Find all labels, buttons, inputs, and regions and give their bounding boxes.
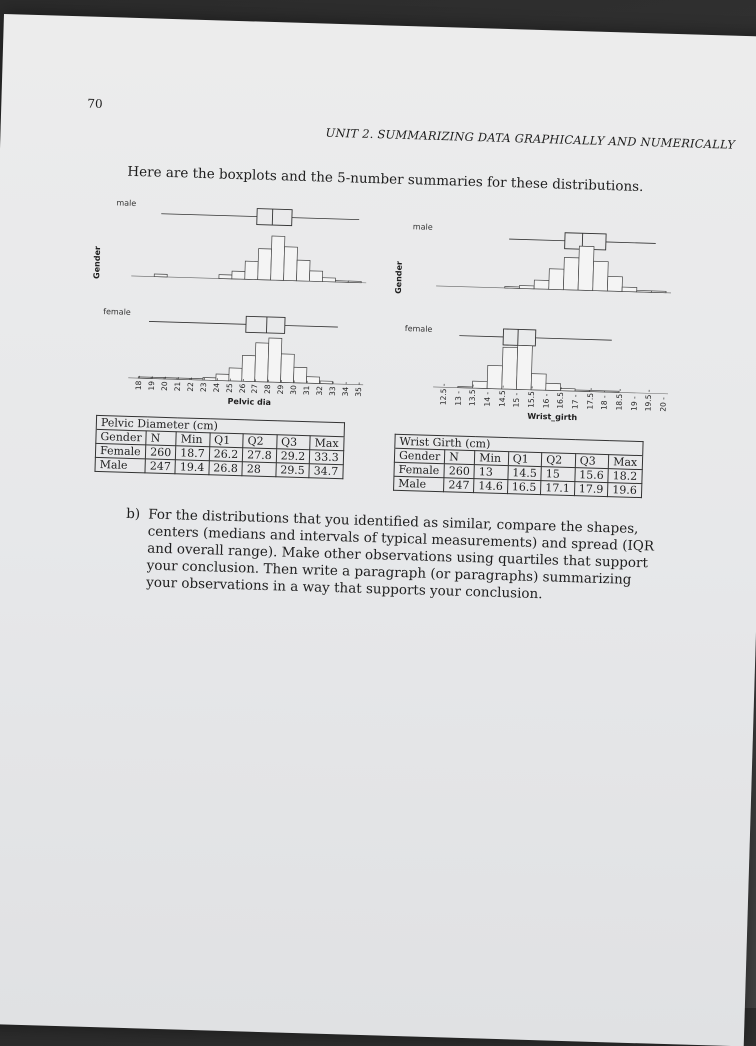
intro-text: Here are the boxplots and the 5-number summaries for these distributions.: [127, 164, 643, 195]
table-cell: 28: [242, 462, 276, 477]
tick-label: 23 -: [199, 377, 208, 392]
tick-label: 20 -: [160, 376, 169, 391]
table-header: N: [445, 450, 475, 465]
tick-label: 15.5 -: [527, 386, 537, 408]
table-cell: 27.8: [243, 448, 277, 463]
tick-label: 19.5 -: [644, 389, 654, 411]
table-header: N: [146, 431, 176, 446]
wrist-x-ticks: [4, 14, 756, 37]
pelvic-summary-table: [94, 415, 344, 479]
left-x-axis-title: Pelvic dia: [227, 397, 271, 407]
male-whisker-high: [606, 242, 656, 243]
tick-label: 13.5 -: [468, 384, 478, 406]
wrist-table-title: Wrist Girth (cm): [395, 434, 643, 455]
table-cell: 13: [474, 465, 508, 480]
left-male-label: male: [116, 198, 136, 208]
tick-label: 12.5 -: [439, 383, 449, 405]
table-header: Min: [475, 451, 509, 466]
female-hist-bar: [268, 338, 282, 382]
female-box: [503, 329, 536, 346]
wrist-plot-area: [433, 217, 678, 404]
tick-label: 16 -: [541, 393, 550, 408]
left-y-axis-title: Gender: [92, 246, 102, 279]
tick-label: 21 -: [173, 377, 182, 392]
table-cell: 33.3: [309, 450, 343, 465]
female-whisker-high: [285, 325, 338, 327]
male-hist-bar: [637, 290, 652, 292]
table-cell: 14.6: [474, 479, 508, 494]
tick-label: 24 -: [212, 378, 221, 393]
tick-label: 16.5 -: [556, 387, 566, 409]
table-header: Q1: [508, 452, 542, 467]
tick-label: 35 -: [354, 382, 363, 397]
female-box: [246, 316, 285, 333]
table-header: Q3: [276, 435, 310, 450]
tick-label: 19 -: [629, 396, 638, 411]
tick-label: 18 -: [134, 375, 143, 390]
male-hist-bar: [219, 275, 232, 279]
female-whisker-low: [459, 336, 503, 337]
table-cell: 18.7: [176, 446, 210, 461]
tick-label: 17 -: [571, 394, 580, 409]
female-hist-bar: [281, 354, 295, 383]
tick-label: 28 -: [263, 379, 272, 394]
male-box: [257, 209, 292, 226]
table-cell: 260: [146, 445, 176, 460]
female-whisker-high: [536, 338, 612, 340]
male-whisker-low: [161, 214, 257, 217]
table-cell: 34.7: [309, 464, 343, 479]
table-cell: 26.2: [209, 447, 243, 462]
table-cell: 14.5: [508, 466, 542, 481]
female-hist-bar: [255, 343, 269, 382]
tick-label: 14.5 -: [497, 385, 507, 407]
tick-label: 19 -: [147, 376, 156, 391]
tick-label: 18 -: [600, 395, 609, 410]
table-header: Q1: [209, 433, 243, 448]
tick-label: 26 -: [237, 378, 246, 393]
worksheet-page: [0, 14, 756, 1046]
table-header: Min: [176, 432, 210, 447]
left-female-label: female: [103, 307, 131, 317]
female-hist-bar: [516, 345, 532, 389]
tick-label: 29 -: [276, 380, 285, 395]
male-hist-bar: [549, 269, 564, 290]
male-hist-bar: [651, 291, 666, 293]
table-cell: 16.5: [507, 480, 541, 495]
male-hist-bar: [519, 285, 534, 288]
male-whisker-high: [292, 218, 359, 220]
pelvic-plot-area: [128, 196, 384, 393]
table-cell: 18.2: [608, 469, 642, 484]
pelvic-x-ticks: [4, 14, 756, 37]
table-cell: 19.4: [175, 460, 209, 475]
table-header: Q3: [575, 454, 609, 469]
question-label: b): [126, 506, 140, 523]
tick-label: 32 -: [315, 381, 324, 396]
table-header: Q2: [243, 434, 277, 449]
male-hist-bar: [258, 249, 272, 280]
male-hist-bar: [232, 271, 245, 279]
right-x-axis-title: Wrist_girth: [527, 412, 577, 422]
pelvic-chart: [4, 14, 756, 37]
male-hist-bar: [154, 274, 167, 277]
table-cell: 29.2: [276, 449, 310, 464]
tick-label: 31 -: [302, 380, 311, 395]
table-cell: Female: [394, 462, 445, 477]
male-hist-bar: [335, 281, 348, 283]
table-cell: Male: [95, 457, 146, 472]
male-hist-bar: [563, 257, 579, 290]
table-cell: 260: [444, 464, 474, 479]
table-cell: 26.8: [209, 461, 243, 476]
table-cell: 15.6: [575, 468, 609, 483]
pelvic-table-title: Pelvic Diameter (cm): [96, 415, 344, 436]
table-cell: Male: [394, 476, 445, 491]
tick-label: 27 -: [250, 379, 259, 394]
tick-label: 13 -: [453, 391, 462, 406]
tick-label: 33 -: [328, 381, 337, 396]
tick-label: 22 -: [186, 377, 195, 392]
male-hist-bar: [505, 287, 520, 289]
question-b: [124, 506, 666, 607]
table-cell: 247: [444, 478, 474, 493]
table-cell: 19.6: [608, 483, 642, 498]
tick-label: 17.5 -: [585, 388, 595, 410]
tick-label: 25 -: [224, 378, 233, 393]
male-hist-bar: [348, 281, 361, 283]
male-whisker-low: [509, 239, 565, 241]
male-hist-bar: [297, 260, 311, 281]
table-header: Gender: [394, 448, 445, 463]
male-hist-bar: [578, 246, 594, 290]
right-y-axis-title: Gender: [394, 261, 404, 294]
male-hist-bar: [284, 247, 298, 281]
right-male-label: male: [413, 222, 433, 232]
table-header: Max: [608, 455, 642, 470]
question-text: For the distributions that you identified as similar, compare the shapes, centers (medians and intervals of typical measurements) and spread (IQR and overall range). Make other observations using quartiles that support your conclusion. Then write a paragraph (or paragraphs) summarizing your observations in a way that supports your conclusion.: [146, 507, 666, 607]
tick-label: 20 -: [658, 397, 667, 412]
right-female-label: female: [405, 324, 433, 334]
table-header: Max: [310, 436, 344, 451]
male-hist-bar: [622, 287, 637, 292]
tick-label: 18.5 -: [615, 388, 625, 410]
male-hist-bar: [245, 261, 258, 279]
female-whisker-low: [149, 321, 246, 324]
male-hist-bar: [607, 276, 622, 291]
tick-label: 30 -: [289, 380, 298, 395]
male-hist-bar: [309, 271, 322, 282]
unit-header: UNIT 2. SUMMARIZING DATA GRAPHICALLY AND NUMERICALLY: [325, 126, 735, 152]
male-hist-bar: [322, 278, 335, 282]
tick-label: 15 -: [512, 393, 521, 408]
male-hist-bar: [271, 236, 285, 280]
male-hist-bar: [593, 261, 609, 291]
table-cell: 29.5: [276, 463, 310, 478]
tick-label: 14 -: [483, 392, 492, 407]
male-hist-bar: [534, 280, 549, 289]
table-header: Gender: [96, 429, 147, 444]
table-cell: 17.9: [574, 482, 608, 497]
page-number: 70: [87, 97, 103, 111]
tick-label: 34 -: [341, 382, 350, 397]
table-cell: 15: [541, 467, 575, 482]
table-cell: 17.1: [541, 481, 575, 496]
table-header: Q2: [542, 453, 576, 468]
female-hist-bar: [502, 347, 518, 389]
table-cell: Female: [95, 443, 146, 458]
wrist-summary-table: [393, 434, 643, 498]
table-cell: 247: [145, 459, 175, 474]
wrist-chart: [4, 14, 756, 37]
